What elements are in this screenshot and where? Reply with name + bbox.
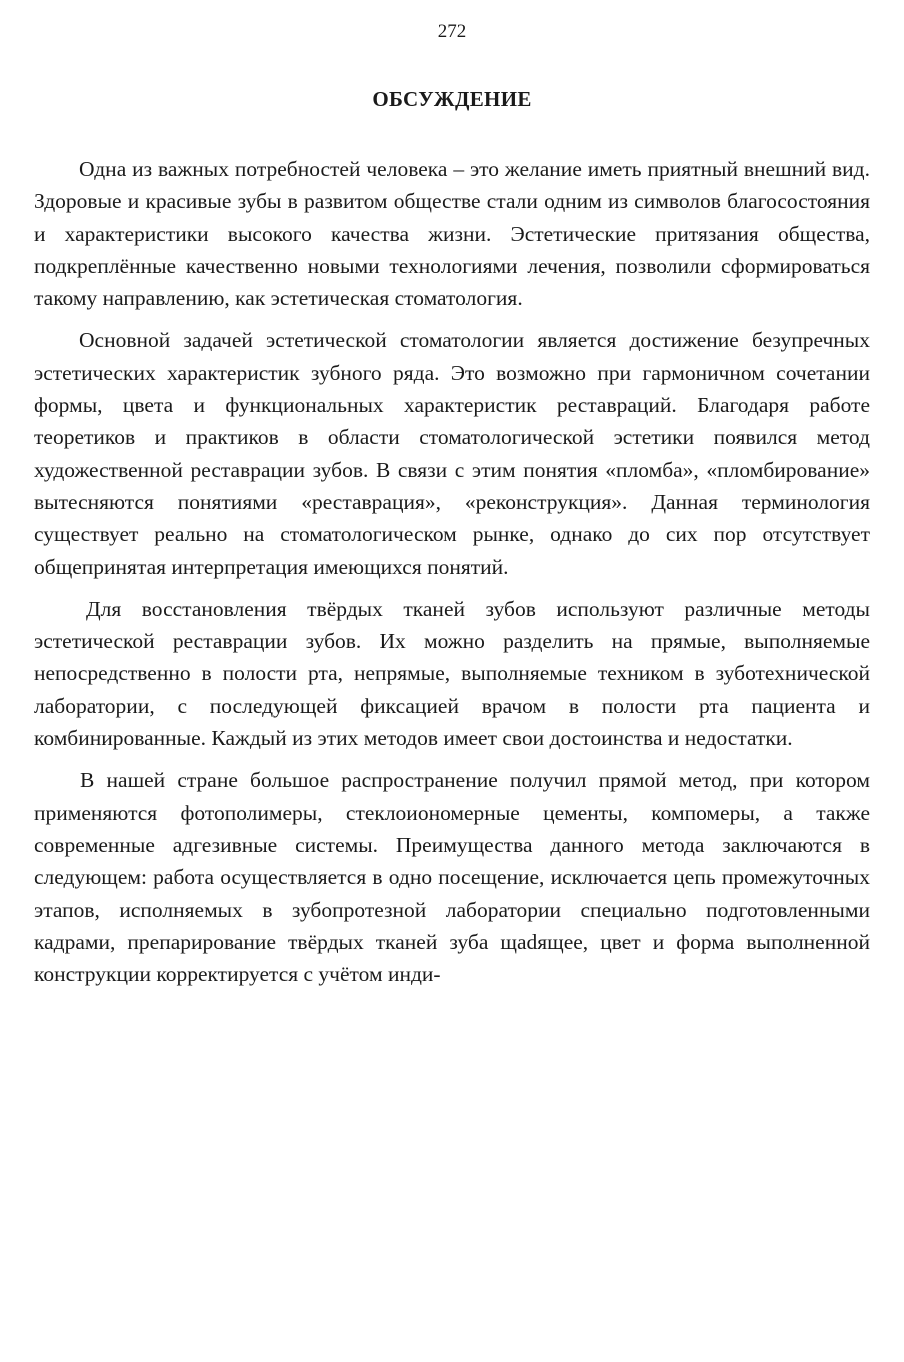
section-heading: ОБСУЖДЕНИЕ — [372, 87, 532, 111]
page-number: 272 — [437, 21, 467, 42]
paragraph-1: Одна из важных потребностей человека – это желание иметь приятный внешний вид. Здоровые и красивые зубы в развитом обществе стали одним из символов благосостояния и характеристики высокого качества жизни. Эстетические притязания общества, подкреплённые качественно новыми технологиями лечения, позволили сформироваться такому направлению, как эстетическая стоматология. — [34, 157, 870, 311]
paragraph-2: Основной задачей эстетической стоматологии является достижение безупречных эстетических характеристик зубного ряда. Это возможно при гармоничном сочетании формы, цвета и функциональных характеристик реставраций. Благодаря работе теоретиков и практиков в области стоматологической эстетики появился метод художественной реставрации зубов. В связи с этим понятия «пломба», «пломбирование» вытесняются понятиями «реставрация», «реконструкция». Данная терминология существует реально на стоматологическом рынке, однако до сих пор отсутствует общепринятая интерпретация имеющихся понятий. — [34, 328, 870, 579]
paragraph-4: В нашей стране большое распространение получил прямой метод, при котором применяются фотополимеры, стеклоиономерные цементы, компомеры, а также современные адгезивные системы. Преимущества данного метода заключаются в следующем: работа осуществляется в одно посещение, исключается цепь промежуточных этапов, исполняемых в зубопротезной лаборатории специально подготовленными кадрами, препарирование твёрдых тканей зуба щаdящее, цвет и форма выполненной конструкции корректируется с учётом инди- — [34, 768, 870, 987]
body-text — [34, 153, 870, 1000]
paragraph-3: Для восстановления твёрдых тканей зубов используют различные методы эстетической реставрации зубов. Их можно разделить на прямые, выполняемые непосредственно в полости рта, непрямые, выполняемые техником в зуботехнической лаборатории, с последующей фиксацией врачом в полости рта пациента и комбинированные. Каждый из этих методов имеет свои достоинства и недостатки. — [34, 596, 870, 751]
